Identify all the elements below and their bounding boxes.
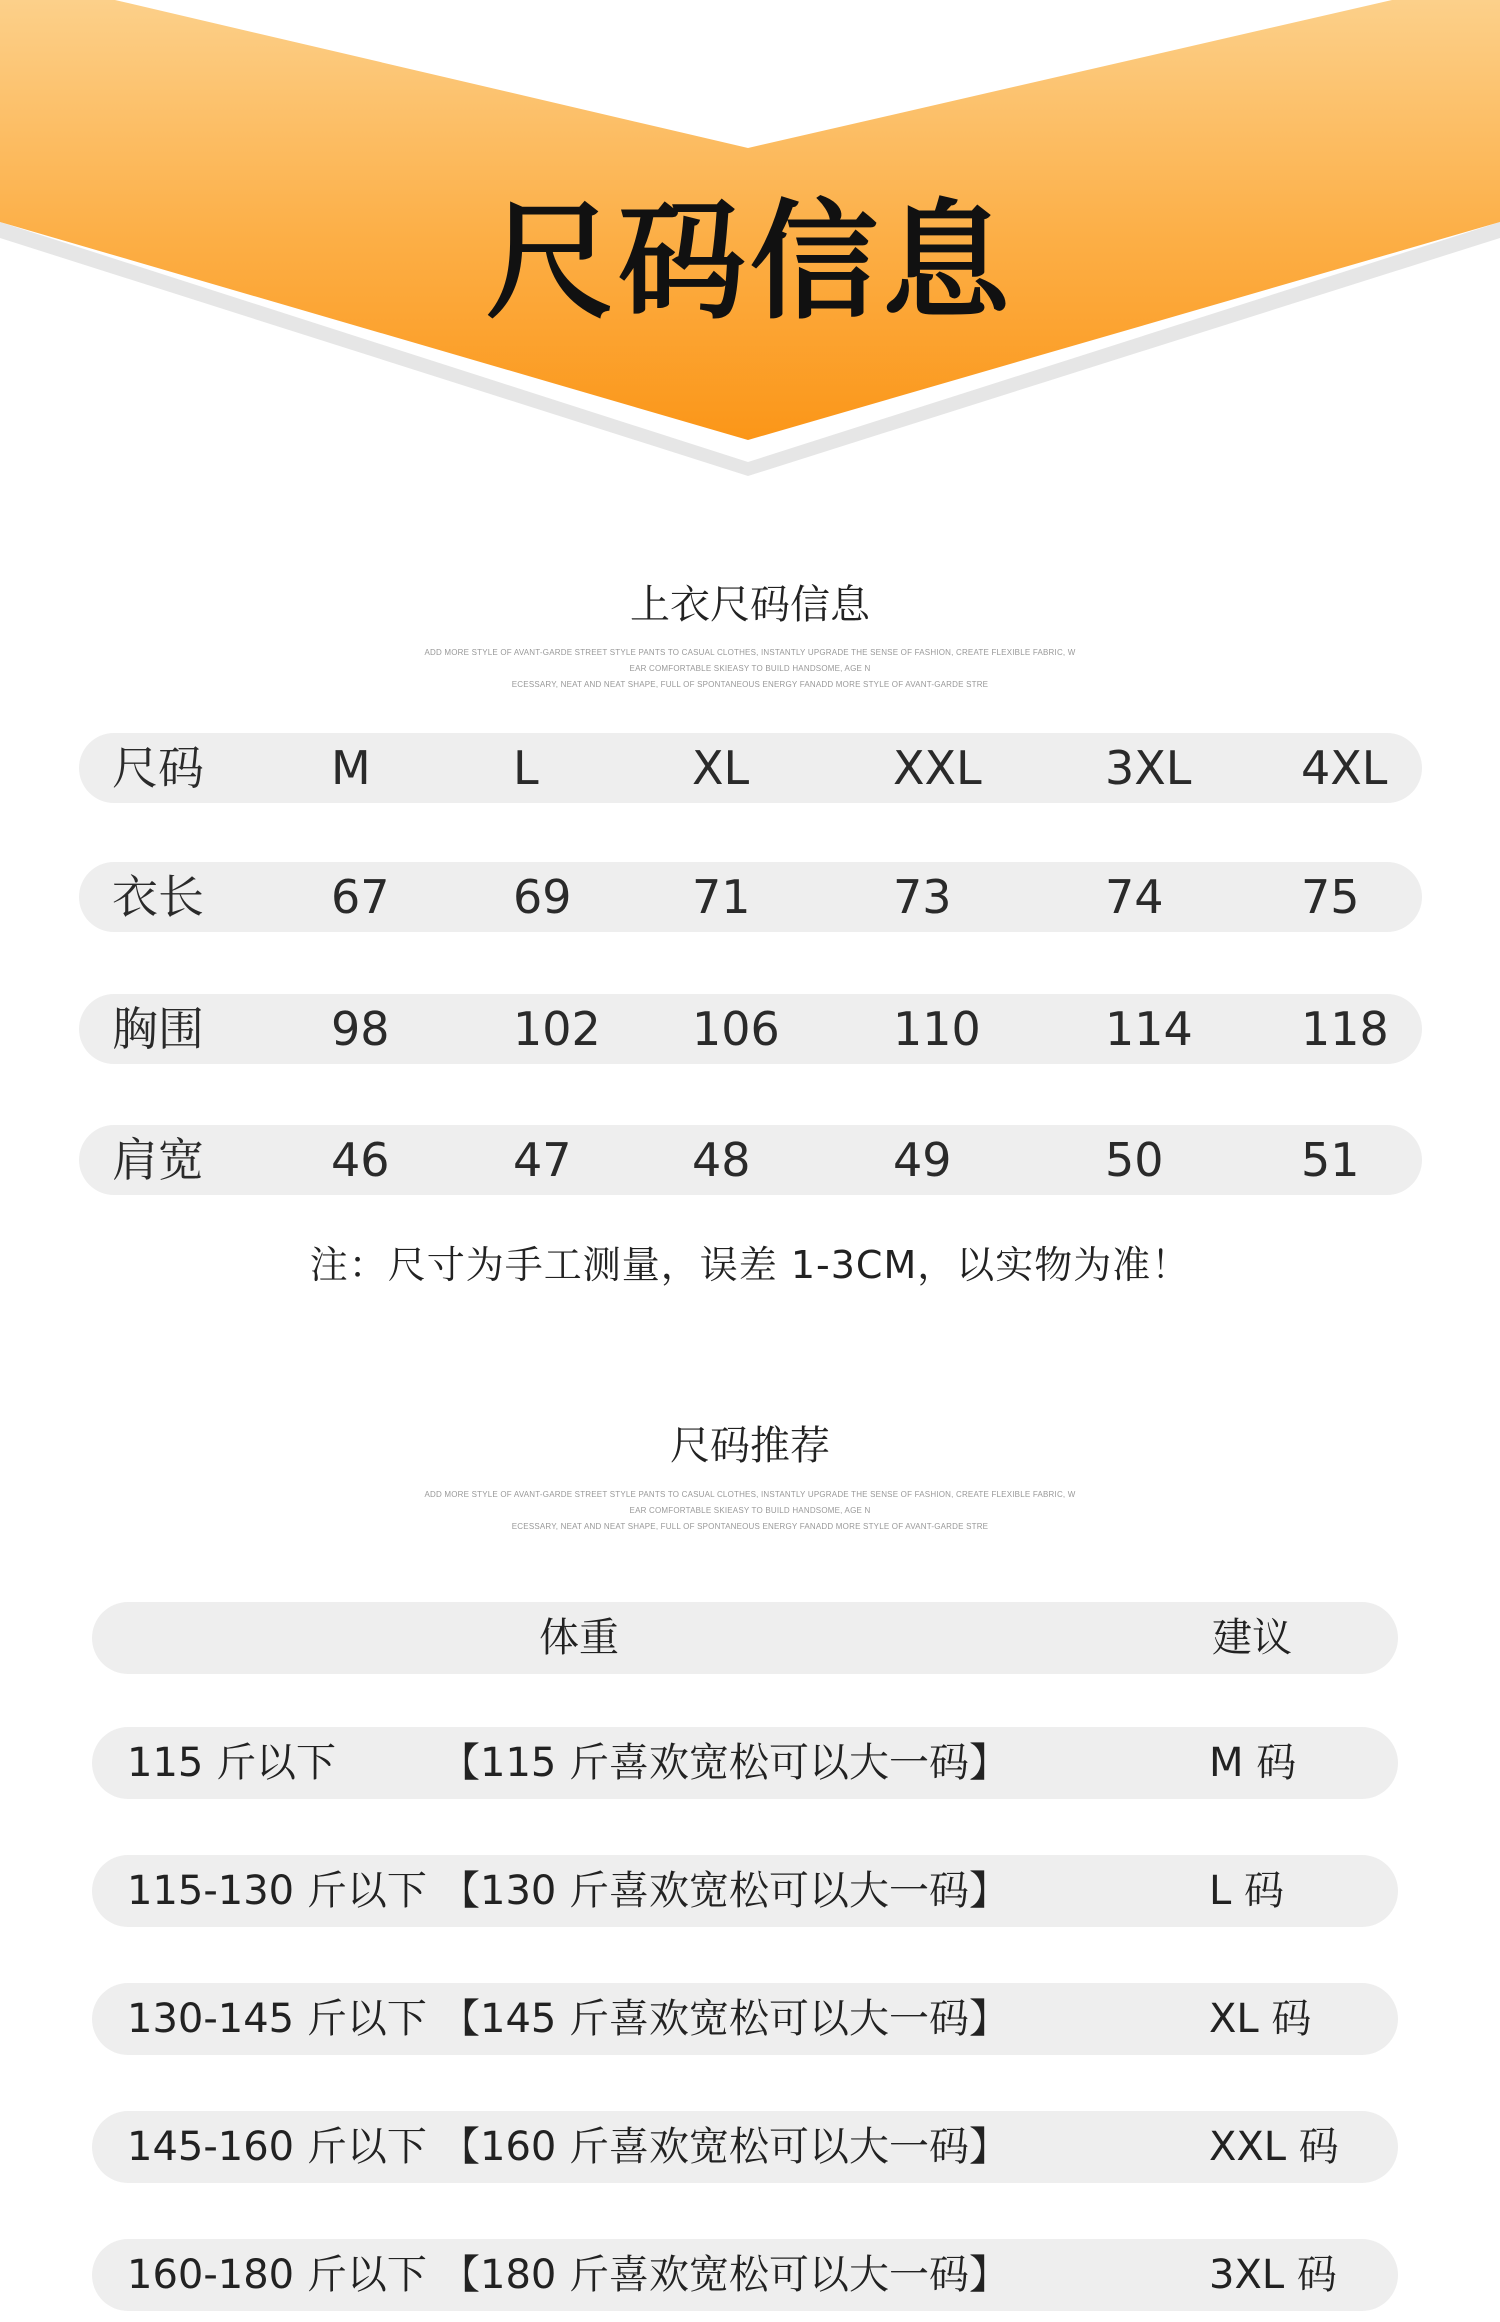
table-cell: 74 (1105, 870, 1164, 924)
measurement-note: 注：尺寸为手工测量，误差 1-3CM，以实物为准！ (309, 1243, 1191, 1287)
row-label: 胸围 (112, 1002, 204, 1056)
table-cell: 110 (893, 1002, 981, 1056)
suggested-size: L 码 (1209, 1868, 1284, 1914)
table-cell: 118 (1301, 1002, 1389, 1056)
recommend-row (92, 1983, 1398, 2055)
size-table-row (79, 862, 1422, 932)
table-cell: 98 (331, 1002, 390, 1056)
weight-range: 115-130 斤以下 (127, 1868, 427, 1914)
table-cell: 73 (893, 870, 952, 924)
header-weight: 体重 (539, 1615, 619, 1661)
table-cell: 51 (1301, 1133, 1360, 1187)
page-title: 尺码信息 (485, 188, 1014, 337)
row-label: 尺码 (112, 741, 204, 795)
table-cell: 46 (331, 1133, 390, 1187)
suggested-size: XXL 码 (1209, 2124, 1339, 2170)
row-label: 肩宽 (112, 1133, 204, 1187)
table-cell: 114 (1105, 1002, 1193, 1056)
table-cell: 67 (331, 870, 390, 924)
weight-range: 160-180 斤以下 (127, 2252, 427, 2298)
table-cell: 106 (692, 1002, 780, 1056)
table-cell: M (331, 741, 371, 795)
table-cell: 48 (692, 1133, 751, 1187)
size-table-row (79, 994, 1422, 1064)
table-cell: 50 (1105, 1133, 1164, 1187)
suggested-size: XL 码 (1209, 1996, 1312, 2042)
weight-range: 145-160 斤以下 (127, 2124, 427, 2170)
size-table-row (79, 1125, 1422, 1195)
row-label: 衣长 (112, 870, 204, 924)
weight-range: 130-145 斤以下 (127, 1996, 427, 2042)
recommend-row (92, 1727, 1398, 1799)
size-tip: 【145 斤喜欢宽松可以大一码】 (440, 1996, 1010, 2042)
size-tip: 【115 斤喜欢宽松可以大一码】 (440, 1740, 1010, 1786)
table-cell: 69 (513, 870, 572, 924)
table-cell: 47 (513, 1133, 572, 1187)
recommend-row (92, 2239, 1398, 2311)
size-tip: 【180 斤喜欢宽松可以大一码】 (440, 2252, 1010, 2298)
table-cell: 102 (513, 1002, 601, 1056)
table-cell: 3XL (1105, 741, 1192, 795)
size-tip: 【130 斤喜欢宽松可以大一码】 (440, 1868, 1010, 1914)
table-cell: 71 (692, 870, 751, 924)
table-cell: XL (692, 741, 750, 795)
table-cell: 75 (1301, 870, 1360, 924)
weight-range: 115 斤以下 (127, 1740, 337, 1786)
recommend-row (92, 2111, 1398, 2183)
header-suggest: 建议 (1212, 1615, 1292, 1661)
table-cell: XXL (893, 741, 982, 795)
suggested-size: 3XL 码 (1209, 2252, 1337, 2298)
suggested-size: M 码 (1209, 1740, 1297, 1786)
table-cell: 49 (893, 1133, 952, 1187)
size-table-header-row (79, 733, 1422, 803)
recommend-row (92, 1855, 1398, 1927)
table-cell: L (513, 741, 539, 795)
recommend-header-row (92, 1602, 1398, 1674)
section-title-size-chart: 上衣尺码信息 (630, 582, 870, 628)
section-title-size-recommend: 尺码推荐 (670, 1423, 830, 1469)
table-cell: 4XL (1301, 741, 1388, 795)
size-tip: 【160 斤喜欢宽松可以大一码】 (440, 2124, 1010, 2170)
